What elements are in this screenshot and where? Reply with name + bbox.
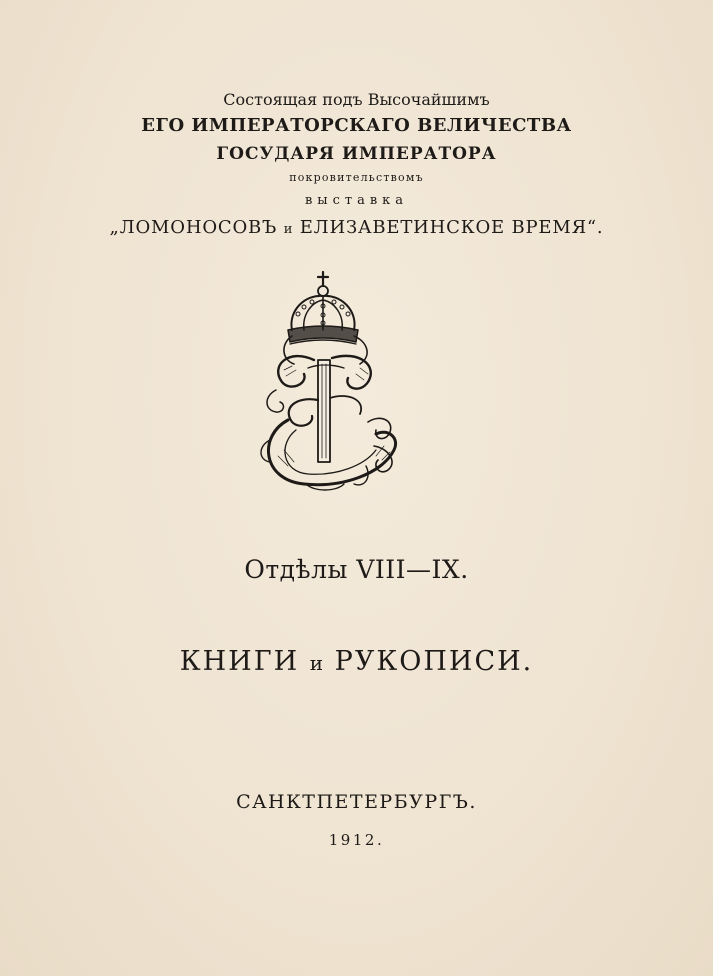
imprint-year: 1912. (328, 831, 385, 849)
subject-part2: РУКОПИСИ. (334, 646, 534, 677)
section-title: Отдѣлы VIII—IX. (244, 555, 469, 584)
header-line-2: ЕГО ИМПЕРАТОРСКАГО ВЕЛИЧЕСТВА (141, 115, 572, 136)
exhibition-title (0, 219, 713, 237)
exhibition-title-part1: „ЛОМОНОСОВЪ (109, 217, 278, 238)
header-line-4: покровительствомъ (289, 171, 424, 184)
header-line-5: выставка (304, 193, 409, 208)
imprint-city: САНКТПЕТЕРБУРГЪ. (236, 791, 477, 813)
header-line-3: ГОСУДАРЯ ИМПЕРАТОРА (216, 144, 497, 164)
header-line-1: Состоящая подъ Высочайшимъ (223, 90, 490, 109)
subject-conjunction: и (309, 651, 325, 675)
subject-title (0, 648, 713, 675)
exhibition-title-conjunction: и (283, 222, 294, 237)
subject-part1: КНИГИ (179, 646, 300, 677)
exhibition-title-part2: ЕЛИЗАВЕТИНСКОЕ ВРЕМЯ“. (299, 217, 604, 238)
crowned-monogram-icon (248, 270, 404, 496)
